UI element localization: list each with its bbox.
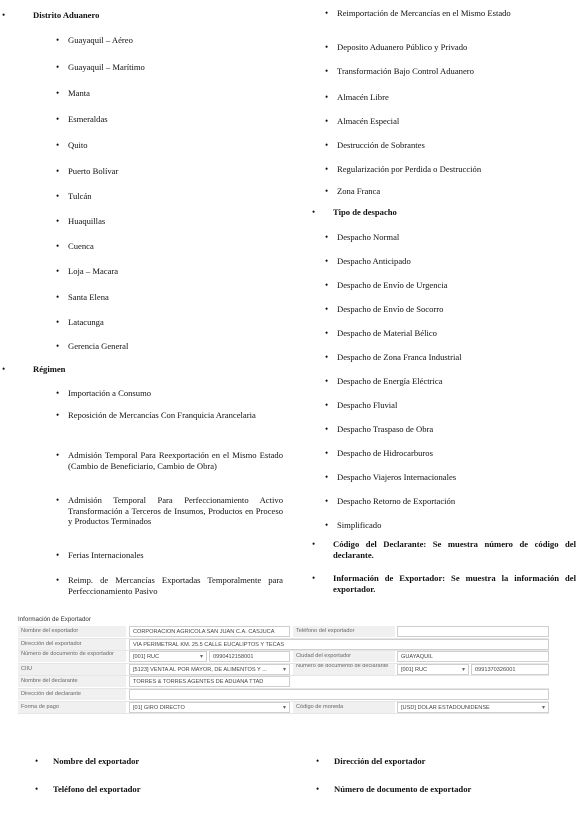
list-item	[325, 232, 576, 243]
bullet: •	[325, 140, 329, 150]
list-item-text: Quito	[68, 140, 88, 150]
exporter-name-field[interactable]: CORPORACION AGRICOLA SAN JUAN C.A. CASJUCA	[129, 626, 290, 637]
list-item	[56, 241, 283, 252]
list-item-text: Santa Elena	[68, 292, 109, 302]
list-item	[325, 256, 576, 267]
bullet: •	[325, 376, 329, 386]
bullet: •	[56, 550, 60, 560]
list-item	[56, 114, 283, 125]
bottom-item-text: Número de documento de exportador	[334, 784, 472, 794]
form-row	[18, 651, 549, 664]
bullet: •	[325, 42, 329, 52]
list-item	[325, 140, 576, 151]
bullet: •	[56, 292, 60, 302]
list-item	[56, 35, 283, 46]
list-item	[56, 216, 283, 227]
form-row	[18, 639, 549, 652]
bullet: •	[56, 166, 60, 176]
list-item	[325, 472, 576, 483]
bullet: •	[325, 448, 329, 458]
list-item-text: Tipo de despacho	[333, 207, 397, 217]
list-item	[325, 8, 576, 19]
list-item-text: Reimportación de Mercancías en el Mismo Estado	[337, 8, 511, 18]
form-row	[18, 689, 549, 702]
list-item-text: Despacho de Energía Eléctrica	[337, 376, 443, 386]
list-heading	[312, 207, 576, 218]
bullet: •	[56, 191, 60, 201]
exporter-phone-label: Teléfono del exportador	[293, 626, 395, 637]
exporter-info-form	[18, 616, 549, 714]
form-row	[18, 676, 549, 689]
bullet: •	[56, 410, 60, 420]
form-title: Información de Exportador	[18, 616, 91, 623]
bullet: •	[325, 232, 329, 242]
list-item-text: Huaquillas	[68, 216, 106, 226]
list-item-text: Transformación Bajo Control Aduanero	[337, 66, 474, 76]
bullet: •	[2, 10, 6, 20]
form-row	[18, 702, 549, 715]
ciiu-select[interactable]: [5123] VENTA AL POR MAYOR, DE ALIMENTOS Y ... ▾	[129, 664, 290, 675]
bullet: •	[56, 140, 60, 150]
list-item-text: Distrito Aduanero	[33, 10, 100, 20]
bullet: •	[312, 207, 316, 217]
bullet: •	[312, 573, 316, 583]
declarant-address-field[interactable]	[129, 689, 549, 700]
bottom-item-text: Dirección del exportador	[334, 756, 426, 766]
list-item	[325, 424, 576, 435]
declarant-doctype-select[interactable]: [001] RUC ▾	[397, 664, 469, 675]
bullet: •	[325, 8, 329, 18]
exporter-city-field[interactable]: GUAYAQUIL	[397, 651, 549, 662]
list-heading	[2, 10, 283, 21]
bullet: •	[325, 256, 329, 266]
list-item	[325, 304, 576, 315]
form-row	[18, 626, 549, 639]
list-item	[325, 376, 576, 387]
list-item	[325, 280, 576, 291]
exporter-docnum-label: Número de documento de exportador	[18, 651, 126, 662]
exporter-address-label: Dirección del exportador	[18, 639, 126, 650]
bullet: •	[56, 266, 60, 276]
list-item-text: Guayaquil – Marítimo	[68, 62, 145, 72]
list-heading	[2, 364, 283, 375]
list-item	[56, 292, 283, 303]
bullet: •	[56, 88, 60, 98]
bullet: •	[325, 186, 329, 196]
list-item-text: Despacho de Envío de Urgencia	[337, 280, 448, 290]
bullet: •	[325, 304, 329, 314]
bottom-item-text: Nombre del exportador	[53, 756, 140, 766]
list-item-text: Régimen	[33, 364, 66, 374]
bullet: •	[56, 35, 60, 45]
bullet: •	[56, 495, 60, 505]
bullet: •	[56, 450, 60, 460]
list-heading	[312, 573, 576, 594]
bullet: •	[325, 116, 329, 126]
list-item	[56, 575, 283, 596]
list-item	[56, 140, 283, 151]
bullet: •	[325, 496, 329, 506]
list-item	[325, 496, 576, 507]
list-item	[56, 62, 283, 73]
list-item-text: Simplificado	[337, 520, 382, 530]
currency-code-select[interactable]: [USD] DOLAR ESTADOUNIDENSE ▾	[397, 702, 549, 713]
list-item	[56, 550, 283, 561]
bullet: •	[56, 317, 60, 327]
list-item-text: Despacho Viajeros Internacionales	[337, 472, 457, 482]
list-item-text: Deposito Aduanero Público y Privado	[337, 42, 468, 52]
bullet: •	[312, 539, 316, 549]
currency-code-label: Código de moneda	[293, 702, 395, 713]
list-item-text: Admisión Temporal Para Reexportación en el Mismo Estado (Cambio de Beneficiario, Cambio de Obra)	[68, 450, 283, 471]
bottom-item: • Teléfono del exportador	[35, 784, 141, 794]
bullet: •	[56, 216, 60, 226]
list-item-text: Ferias Internacionales	[68, 550, 144, 560]
list-item	[325, 328, 576, 339]
declarant-docnum-field[interactable]: 0991370326001	[471, 664, 549, 675]
list-item	[325, 66, 576, 77]
bottom-item: • Dirección del exportador	[316, 756, 426, 766]
list-item-text: Despacho Anticipado	[337, 256, 411, 266]
list-item	[56, 317, 283, 328]
list-item	[325, 186, 576, 197]
bullet: •	[325, 520, 329, 530]
list-item	[56, 450, 283, 471]
list-item-text: Admisión Temporal Para Perfeccionamiento Activo Transformación a Terceros de Insumos, Productos en Proceso y Productos Terminados	[68, 495, 283, 526]
list-item	[56, 191, 283, 202]
exporter-address-field[interactable]: VIA PERIMETRAL KM. 25.5 CALLE EUCALIPTOS Y TECAS	[129, 639, 549, 650]
list-item	[325, 352, 576, 363]
bottom-item: • Número de documento de exportador	[316, 784, 472, 794]
bullet: •	[325, 164, 329, 174]
list-item	[56, 410, 283, 421]
list-item-text: Información de Exportador: Se muestra la información del exportador.	[333, 573, 576, 594]
bottom-item: • Nombre del exportador	[35, 756, 140, 766]
bullet: •	[56, 341, 60, 351]
list-item-text: Almacén Libre	[337, 92, 389, 102]
list-item-text: Manta	[68, 88, 90, 98]
list-item	[325, 164, 576, 175]
list-item-text: Almacén Especial	[337, 116, 400, 126]
list-item	[56, 266, 283, 277]
bullet: •	[325, 352, 329, 362]
exporter-name-label: Nombre del exportador	[18, 626, 126, 637]
ciiu-label: CIIU	[18, 664, 126, 675]
list-item-text: Tulcán	[68, 191, 92, 201]
declarant-address-label: Dirección del declarante	[18, 689, 126, 700]
bullet: •	[56, 241, 60, 251]
list-item-text: Latacunga	[68, 317, 104, 327]
list-item-text: Guayaquil – Aéreo	[68, 35, 133, 45]
list-item-text: Código del Declarante: Se muestra número de código del declarante.	[333, 539, 576, 560]
list-item-text: Despacho de Material Bélico	[337, 328, 437, 338]
bullet: •	[325, 424, 329, 434]
declarant-docnum-label: Número de documento de declarante	[293, 664, 395, 675]
list-item-text: Reimp. de Mercancías Exportadas Temporalmente para Perfeccionamiento Pasivo	[68, 575, 283, 596]
list-item-text: Zona Franca	[337, 186, 381, 196]
list-item-text: Despacho de Zona Franca Industrial	[337, 352, 462, 362]
payment-method-label: Forma de pago	[18, 702, 126, 713]
exporter-city-label: Ciudad del exportador	[293, 651, 395, 662]
list-item-text: Esmeraldas	[68, 114, 108, 124]
list-item-text: Despacho Fluvial	[337, 400, 398, 410]
bullet: •	[325, 92, 329, 102]
list-item	[325, 42, 576, 53]
payment-method-select[interactable]: [01] GIRO DIRECTO ▾	[129, 702, 290, 713]
bottom-item-text: Teléfono del exportador	[53, 784, 141, 794]
list-item	[56, 341, 283, 352]
exporter-phone-field[interactable]	[397, 626, 549, 637]
list-item-text: Importación a Consumo	[68, 388, 152, 398]
bullet: •	[56, 62, 60, 72]
bullet: •	[2, 364, 6, 374]
list-item-text: Destrucción de Sobrantes	[337, 140, 425, 150]
list-item-text: Despacho de Hidrocarburos	[337, 448, 433, 458]
bullet: •	[325, 472, 329, 482]
list-item	[56, 388, 283, 399]
list-item-text: Reposición de Mercancías Con Franquicia Arancelaria	[68, 410, 256, 420]
list-item-text: Regularización por Perdida o Destrucción	[337, 164, 482, 174]
list-item	[325, 400, 576, 411]
list-item-text: Despacho Traspaso de Obra	[337, 424, 434, 434]
list-item-text: Loja – Macara	[68, 266, 119, 276]
bullet: •	[325, 66, 329, 76]
list-heading	[312, 539, 576, 560]
list-item-text: Despacho de Envío de Socorro	[337, 304, 444, 314]
list-item	[56, 495, 283, 527]
list-item	[325, 520, 576, 531]
list-item-text: Puerto Bolívar	[68, 166, 119, 176]
exporter-docnum-field[interactable]: 0990412158001	[209, 651, 290, 662]
list-item-text: Gerencia General	[68, 341, 129, 351]
list-item	[56, 166, 283, 177]
list-item-text: Cuenca	[68, 241, 94, 251]
bullet: •	[325, 328, 329, 338]
bullet: •	[56, 388, 60, 398]
list-item	[325, 92, 576, 103]
bullet: •	[325, 400, 329, 410]
list-item	[325, 448, 576, 459]
list-item	[56, 88, 283, 99]
bullet: •	[56, 114, 60, 124]
exporter-doctype-select[interactable]: [001] RUC ▾	[129, 651, 207, 662]
bullet: •	[325, 280, 329, 290]
bullet: •	[56, 575, 60, 585]
form-row	[18, 664, 549, 677]
declarant-name-label: Nombre del declarante	[18, 676, 126, 687]
declarant-name-field[interactable]: TORRES & TORRES AGENTES DE ADUANA TTAD	[129, 676, 290, 687]
list-item-text: Despacho Normal	[337, 232, 400, 242]
list-item	[325, 116, 576, 127]
list-item-text: Despacho Retorno de Exportación	[337, 496, 456, 506]
